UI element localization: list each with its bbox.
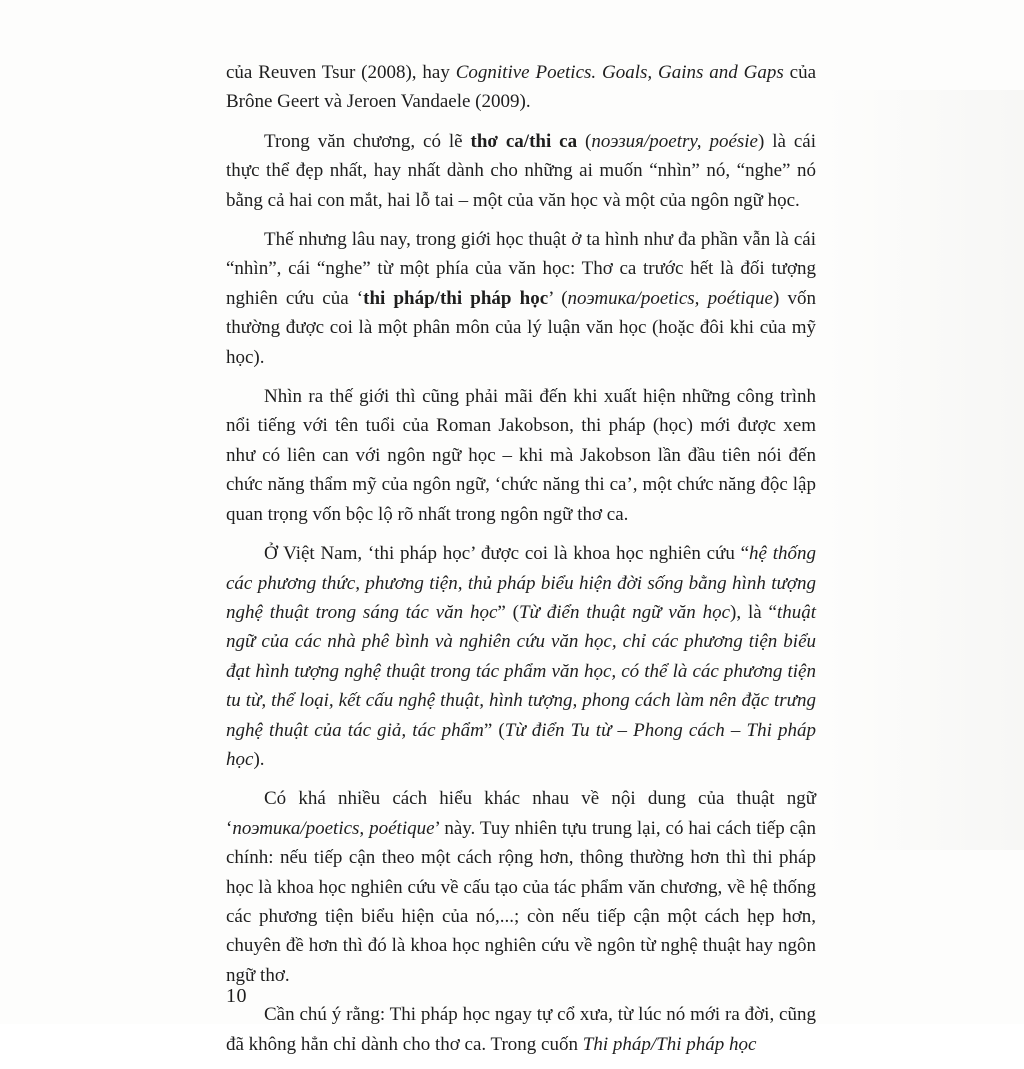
text-run: Ở Việt Nam, ‘thi pháp học’ được coi là khoa học nghiên cứu “	[264, 543, 750, 565]
text-run: Nhìn ra thế giới thì cũng phải mãi đến khi xuất hiện những công trình nổi tiếng với tên tuổi của Roman Jakobson, thi pháp (học) mới được xem như có liên can với ngôn ngữ học – khi mà Jakobson lần đầu tiên nói đến chức năng thẩm mỹ của ngôn ngữ, ‘chức năng thi ca’, một chức năng độc lập quan trọng vốn bộc lộ rõ nhất trong ngôn ngữ thơ ca.	[226, 386, 816, 525]
text-run: Có khá nhiều cách hiểu khác nhau về nội dung của thuật ngữ ‘	[226, 788, 816, 839]
paragraph	[226, 127, 816, 215]
text-run: Thế nhưng lâu nay, trong giới học thuật ở ta hình như đa phần vẫn là cái “nhìn”, cái “nghe” từ một phía của văn học: Thơ ca trước hết là đối tượng nghiên cứu của ‘	[226, 229, 816, 309]
italic-span: поэзия/poetry, poésie	[591, 130, 758, 152]
page-number: 10	[226, 985, 247, 1007]
text-run: ).	[253, 748, 265, 770]
text-run: (	[577, 130, 592, 152]
italic-span: Thi pháp/Thi pháp học	[582, 1033, 757, 1055]
text-run: ’ này. Tuy nhiên tựu trung lại, có hai cách tiếp cận chính: nếu tiếp cận theo một cách rộng hơn, thông thường hơn thì thi pháp học là khoa học nghiên cứu về cấu tạo của tác phẩm văn chương, về hệ thống các phương tiện biểu hiện của nó,...; còn nếu tiếp cận một cách hẹp hơn, chuyên đề hơn thì đó là khoa học nghiên cứu về ngôn từ nghệ thuật hay ngôn ngữ thơ.	[226, 817, 816, 986]
text-run: ” (	[483, 719, 505, 741]
facing-page-shadow	[824, 90, 1024, 850]
paragraph	[226, 539, 816, 774]
text-run: ” (	[497, 601, 519, 623]
text-run: của Reuven Tsur (2008), hay	[226, 62, 456, 83]
italic-span: поэтика/poetics, poétique	[232, 817, 435, 839]
italic-span: thuật ngữ của các nhà phê bình và nghiên cứu văn học, chỉ các phương tiện biểu đạt hình tượng nghệ thuật trong tác phẩm văn học, có thể là các phương tiện tu từ, thể loại, kết cấu nghệ thuật, hình tượng, phong cách làm nên đặc trưng nghệ thuật của tác giả, tác phẩm	[226, 601, 816, 741]
italic-span: Từ điển thuật ngữ văn học	[518, 601, 731, 623]
italic-span: поэтика/poetics, poétique	[567, 287, 773, 309]
text-run: Cần chú ý rằng: Thi pháp học ngay tự cổ xưa, từ lúc nó mới ra đời, cũng đã không hẳn chỉ dành cho thơ ca. Trong cuốn	[226, 1004, 816, 1055]
paragraph	[226, 225, 816, 372]
paragraph	[226, 382, 816, 529]
text-run: ), là “	[730, 601, 777, 623]
text-run: ) vốn thường được coi là một phân môn của lý luận văn học (hoặc đôi khi của mỹ học).	[226, 287, 816, 368]
italic-span: Cognitive Poetics. Goals, Gains and Gaps	[455, 62, 784, 83]
bold-term: thi pháp/thi pháp học	[363, 287, 549, 309]
text-run: Trong văn chương, có lẽ	[264, 130, 471, 152]
paragraph	[226, 58, 816, 117]
text-run: ) là cái thực thể đẹp nhất, hay nhất dành cho những ai muốn “nhìn” nó, “nghe” nó bằng cả hai con mắt, hai lỗ tai – một của văn học và một của ngôn ngữ học.	[226, 130, 817, 211]
paragraph	[226, 1000, 816, 1059]
text-run: của Brône Geert và Jeroen Vandaele (2009).	[226, 62, 816, 113]
body-text	[226, 58, 816, 1069]
italic-span: hệ thống các phương thức, phương tiện, thủ pháp biểu hiện đời sống bằng hình tượng nghệ thuật trong sáng tác văn học	[226, 543, 816, 623]
italic-span: Từ điển Tu từ – Phong cách – Thi pháp học	[226, 719, 816, 770]
bold-term: thơ ca/thi ca	[470, 130, 578, 152]
paragraph	[226, 784, 816, 990]
text-run: ’ (	[548, 287, 568, 309]
